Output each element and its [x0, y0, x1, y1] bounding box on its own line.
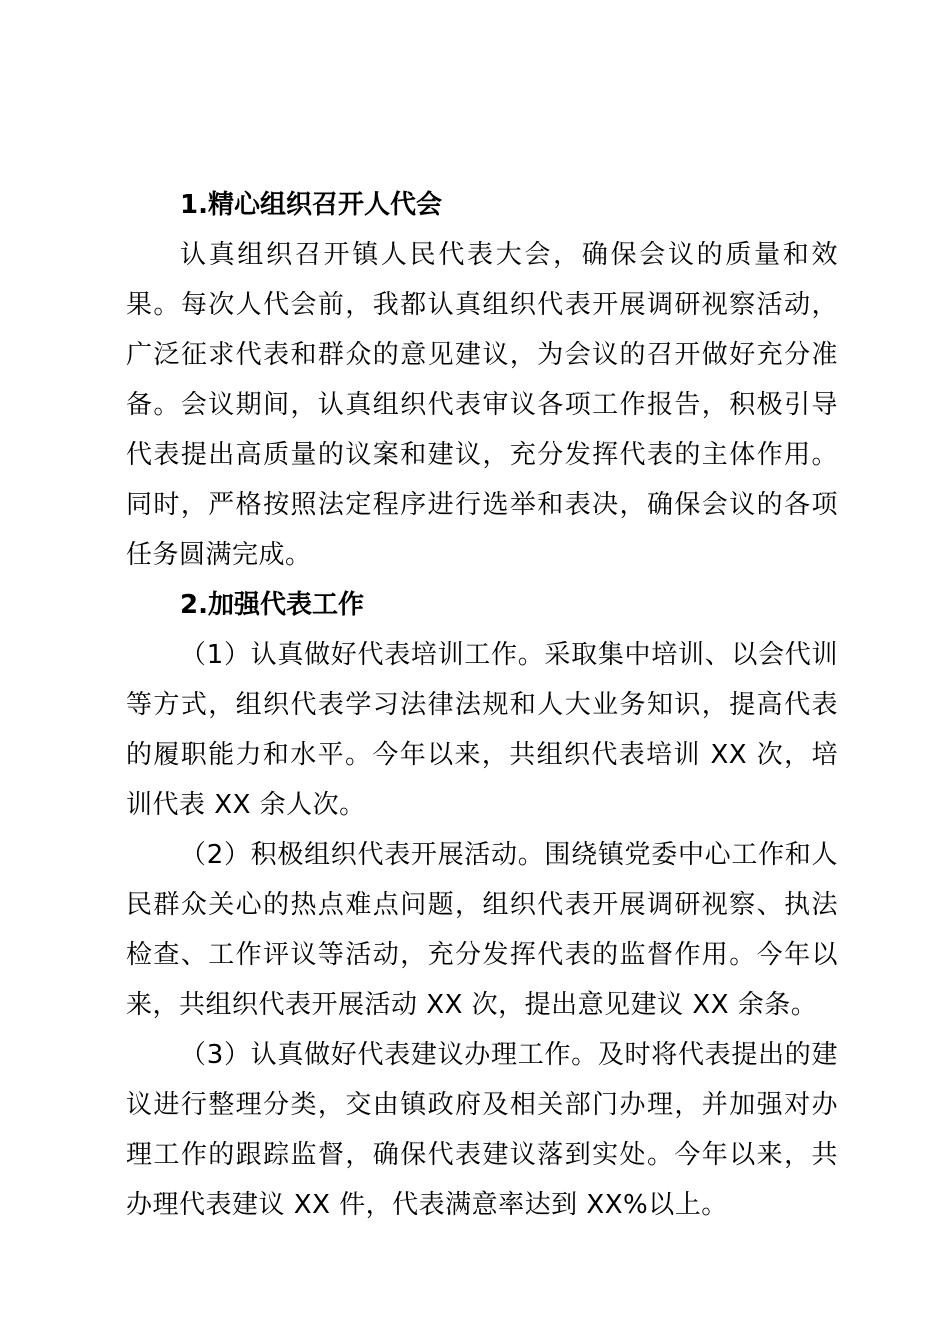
paragraph: （1）认真做好代表培训工作。采取集中培训、以会代训等方式，组织代表学习法律法规和人大业务知识，提高代表的履职能力和水平。今年以来，共组织代表培训 XX 次，培训代表 XX 余人次。	[126, 640, 838, 820]
paragraph: 认真组织召开镇人民代表大会，确保会议的质量和效果。每次人代会前，我都认真组织代表开展调研视察活动，广泛征求代表和群众的意见建议，为会议的召开做好充分准备。会议期间，认真组织代表审议各项工作报告，积极引导代表提出高质量的议案和建议，充分发挥代表的主体作用。同时，严格按照法定程序进行选举和表决，确保会议的各项任务圆满完成。	[126, 240, 838, 570]
document-page	[126, 180, 838, 1230]
section-heading: 1.精心组织召开人代会	[180, 190, 442, 220]
paragraph: （3）认真做好代表建议办理工作。及时将代表提出的建议进行整理分类，交由镇政府及相关部门办理，并加强对办理工作的跟踪监督，确保代表建议落到实处。今年以来，共办理代表建议 XX 件，代表满意率达到 XX%以上。	[126, 1040, 838, 1220]
paragraph: （2）积极组织代表开展活动。围绕镇党委中心工作和人民群众关心的热点难点问题，组织代表开展调研视察、执法检查、工作评议等活动，充分发挥代表的监督作用。今年以来，共组织代表开展活动 XX 次，提出意见建议 XX 余条。	[126, 840, 838, 1020]
section-heading: 2.加强代表工作	[180, 590, 364, 620]
